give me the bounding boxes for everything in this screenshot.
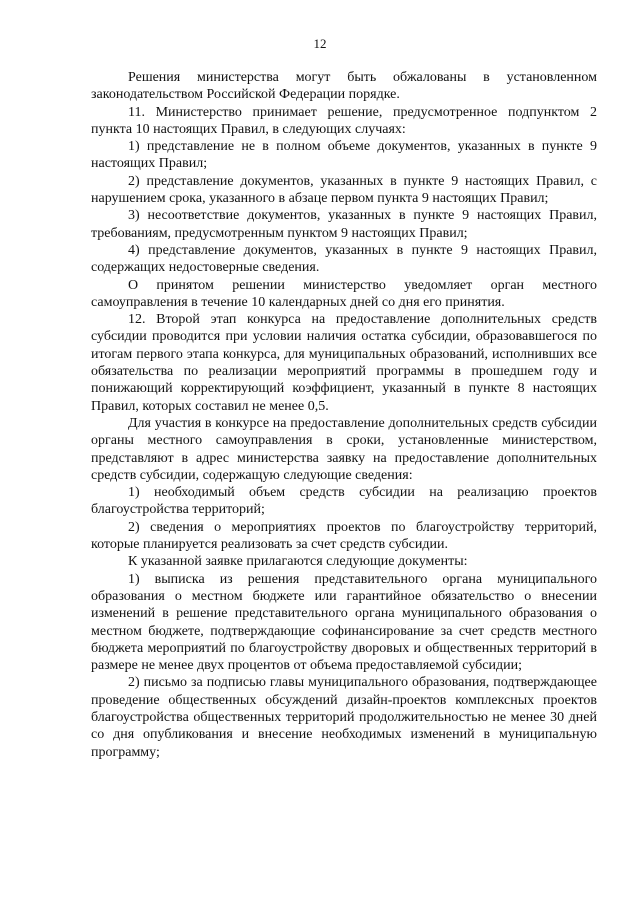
paragraph: 1) выписка из решения представительного органа муниципального образования о местном бюджете или гарантийное обязательство о внесении изменений в решение представительного органа муниципального образования о местном бюджете, подтверждающие софинансирование за счет средств местного бюджета мероприятий по благоустройству дворовых и общественных территорий в размере не менее двух процентов от объема предоставляемой субсидии; <box>91 571 597 674</box>
paragraph: 3) несоответствие документов, указанных в пункте 9 настоящих Правил, требованиям, предусмотренным пунктом 9 настоящих Правил; <box>91 208 597 241</box>
paragraph: Для участия в конкурсе на предоставление дополнительных средств субсидии органы местного самоуправления в сроки, установленные министерством, представляют в адрес министерства заявку на предоставление дополнительных средств субсидии, содержащую следующие сведения: <box>91 415 597 483</box>
paragraph: К указанной заявке прилагаются следующие документы: <box>128 554 468 570</box>
paragraph: 11. Министерство принимает решение, предусмотренное подпунктом 2 пункта 10 настоящих Правил, в следующих случаях: <box>91 104 597 137</box>
paragraph: Решения министерства могут быть обжалованы в установленном законодательством Российской Федерации порядке. <box>91 70 597 103</box>
paragraph: 12. Второй этап конкурса на предоставление дополнительных средств субсидии проводится при условии наличия остатка субсидии, образовавшегося по итогам первого этапа конкурса, для муниципальных образований, исполнивших все обязательства по реализации мероприятий программы в прошедшем году и понижающий корректирующий коэффициент, указанный в пункте 8 настоящих Правил, которых составил не менее 0,5. <box>91 312 597 414</box>
paragraph: 4) представление документов, указанных в пункте 9 настоящих Правил, содержащих недостоверные сведения. <box>91 242 597 276</box>
paragraph: О принятом решении министерство уведомляет орган местного самоуправления в течение 10 календарных дней со дня его принятия. <box>91 277 597 310</box>
paragraph: 1) необходимый объем средств субсидии на реализацию проектов благоустройства территорий; <box>91 485 597 518</box>
document-body <box>91 69 597 761</box>
paragraph: 2) сведения о мероприятиях проектов по благоустройству территорий, которые планируется реализовать за счет средств субсидии. <box>91 519 597 553</box>
page-number: 12 <box>313 36 327 51</box>
paragraph: 2) представление документов, указанных в пункте 9 настоящих Правил, с нарушением срока, указанного в абзаце первом пункта 9 настоящих Правил; <box>91 173 597 207</box>
paragraph: 2) письмо за подписью главы муниципального образования, подтверждающее проведение общественных обсуждений дизайн-проектов комплексных проектов благоустройства общественных территорий продолжительностью не менее 30 дней со дня опубликования и внесение необходимых изменений в муниципальную программу; <box>91 675 597 760</box>
paragraph: 1) представление не в полном объеме документов, указанных в пункте 9 настоящих Правил; <box>91 139 597 172</box>
